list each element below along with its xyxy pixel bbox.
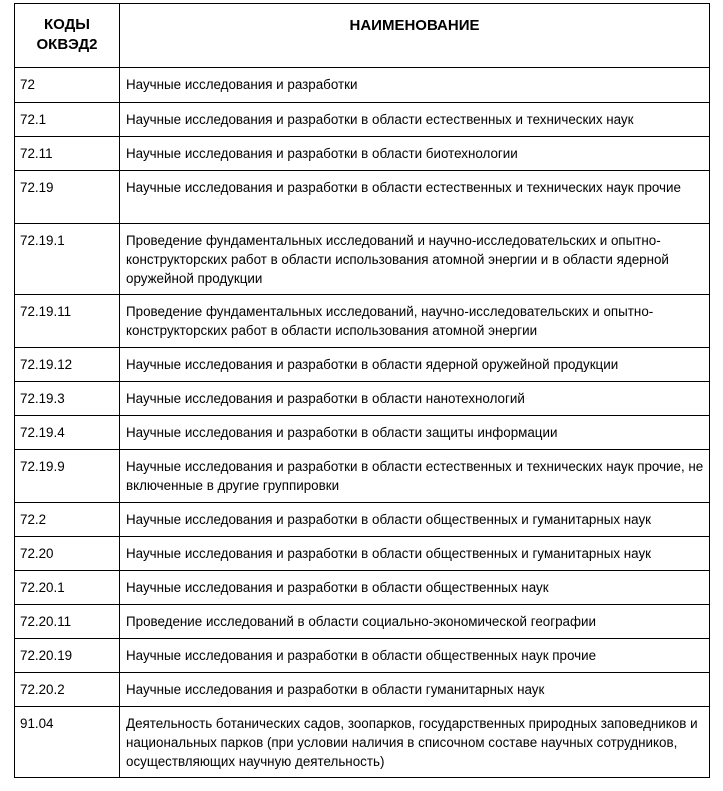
- row-code: 72.20.2: [15, 673, 120, 707]
- table-row: [15, 673, 710, 707]
- table-row: [15, 171, 710, 224]
- row-code: 72.20: [15, 537, 120, 571]
- table-row: [15, 416, 710, 450]
- row-name: Научные исследования и разработки в области биотехнологии: [120, 137, 710, 171]
- table-row: [15, 605, 710, 639]
- row-name: Деятельность ботанических садов, зоопарков, государственных природных заповедников и национальных парков (при условии наличия в списочном составе научных сотрудников, осуществляющих научную деятельность): [120, 707, 710, 778]
- row-code: 72.19.1: [15, 224, 120, 295]
- row-code: 72.19.12: [15, 348, 120, 382]
- table-row: [15, 295, 710, 348]
- row-code: 72: [15, 68, 120, 103]
- table-row: [15, 537, 710, 571]
- table-row: [15, 450, 710, 503]
- row-name: Научные исследования и разработки в области естественных и технических наук прочие, не включенные в другие группировки: [120, 450, 710, 503]
- table-row: [15, 224, 710, 295]
- row-code: 72.1: [15, 103, 120, 137]
- table-row: [15, 382, 710, 416]
- row-name: Научные исследования и разработки: [120, 68, 710, 103]
- table-row: [15, 348, 710, 382]
- row-code: 72.19.3: [15, 382, 120, 416]
- row-name: Проведение фундаментальных исследований, научно-исследовательских и опытно-конструкторских работ в области использования атомной энергии: [120, 295, 710, 348]
- row-name: Проведение фундаментальных исследований и научно-исследовательских и опытно-конструкторских работ в области использования атомной энергии и в области ядерной оружейной продукции: [120, 224, 710, 295]
- row-name: Научные исследования и разработки в области защиты информации: [120, 416, 710, 450]
- row-name: Научные исследования и разработки в области нанотехнологий: [120, 382, 710, 416]
- row-code: 72.19.11: [15, 295, 120, 348]
- row-code: 91.04: [15, 707, 120, 778]
- table-row: [15, 137, 710, 171]
- row-name: Научные исследования и разработки в области ядерной оружейной продукции: [120, 348, 710, 382]
- table-row: [15, 503, 710, 537]
- row-code: 72.20.19: [15, 639, 120, 673]
- row-code: 72.20.11: [15, 605, 120, 639]
- row-name: Проведение исследований в области социально-экономической географии: [120, 605, 710, 639]
- table-row: [15, 103, 710, 137]
- row-code: 72.19: [15, 171, 120, 224]
- row-code: 72.19.4: [15, 416, 120, 450]
- row-name: Научные исследования и разработки в области общественных и гуманитарных наук: [120, 537, 710, 571]
- table-row: [15, 707, 710, 778]
- header-name: НАИМЕНОВАНИЕ: [120, 4, 710, 68]
- header-codes: КОДЫ ОКВЭД2: [15, 4, 120, 68]
- row-name: Научные исследования и разработки в области естественных и технических наук: [120, 103, 710, 137]
- row-code: 72.2: [15, 503, 120, 537]
- row-code: 72.11: [15, 137, 120, 171]
- row-name: Научные исследования и разработки в области общественных наук: [120, 571, 710, 605]
- okved-table: [14, 3, 710, 778]
- table-row: [15, 571, 710, 605]
- table-row: [15, 639, 710, 673]
- table-row: [15, 68, 710, 103]
- row-name: Научные исследования и разработки в области естественных и технических наук прочие: [120, 171, 710, 224]
- table-header-row: [15, 4, 710, 68]
- row-name: Научные исследования и разработки в области общественных наук прочие: [120, 639, 710, 673]
- row-name: Научные исследования и разработки в области общественных и гуманитарных наук: [120, 503, 710, 537]
- row-name: Научные исследования и разработки в области гуманитарных наук: [120, 673, 710, 707]
- row-code: 72.19.9: [15, 450, 120, 503]
- table-body: [15, 68, 710, 778]
- row-code: 72.20.1: [15, 571, 120, 605]
